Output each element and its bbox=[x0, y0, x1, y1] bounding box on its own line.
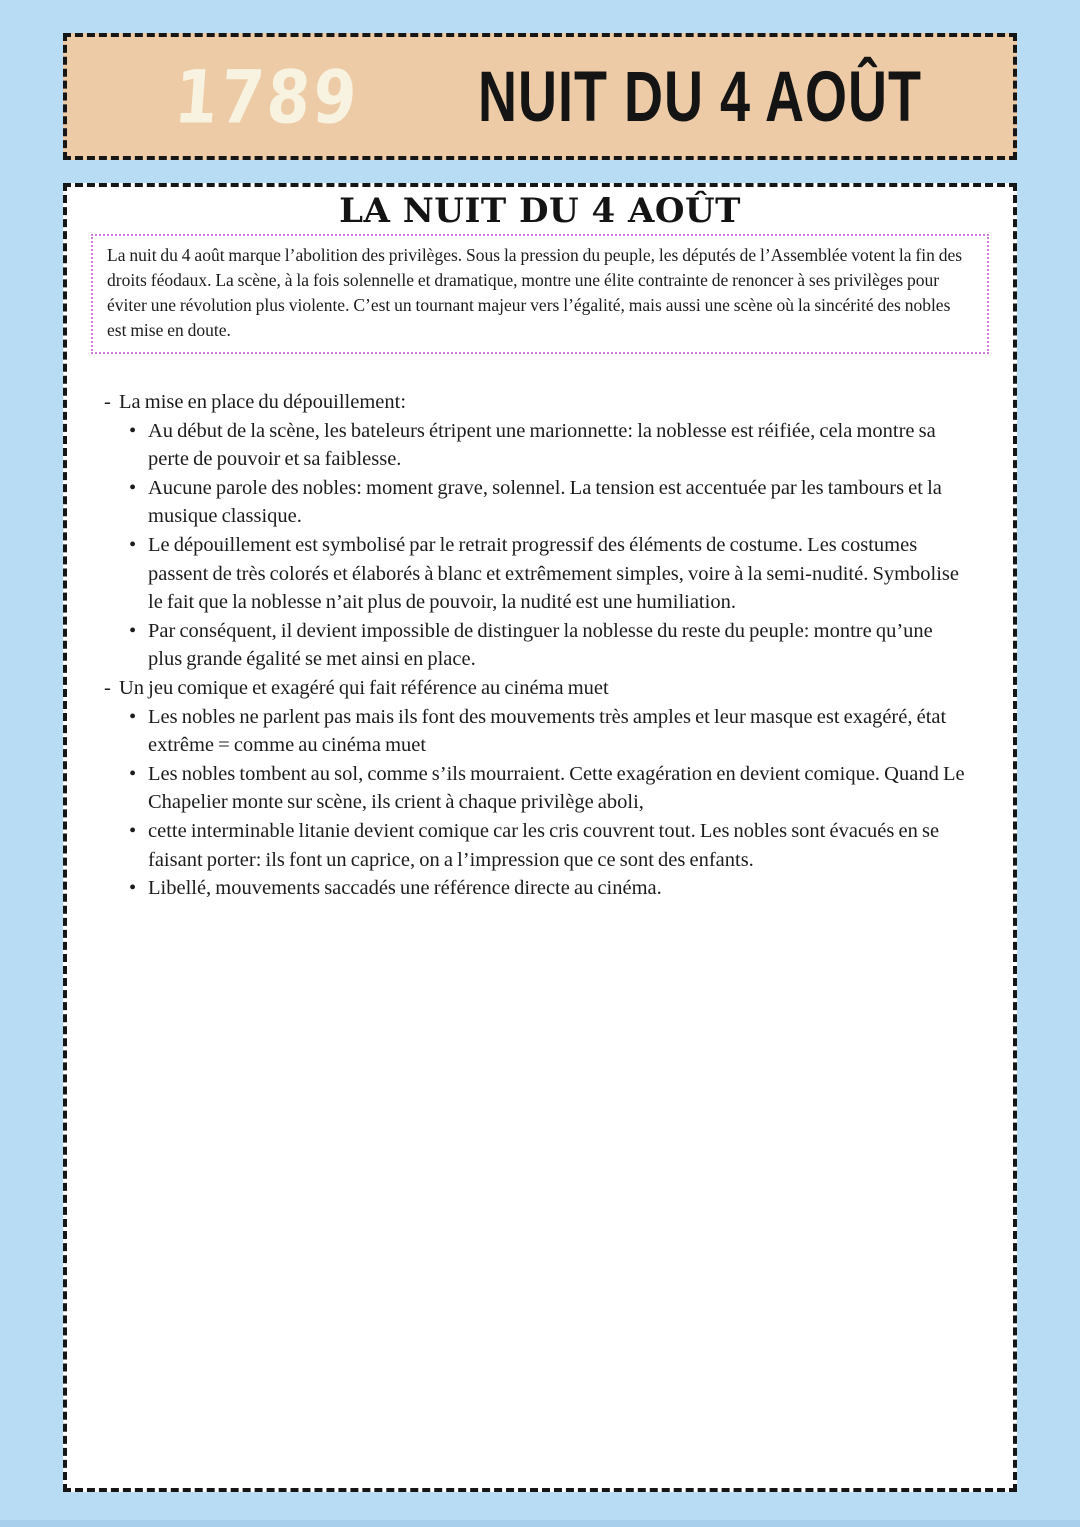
bullet-marker: • bbox=[129, 762, 137, 785]
section-title-text: Un jeu comique et exagéré qui fait référence au cinéma muet bbox=[119, 676, 609, 699]
list-item bbox=[129, 874, 967, 903]
notes-sheet bbox=[63, 183, 1017, 1492]
intro-text: La nuit du 4 août marque l’abolition des privilèges. Sous la pression du peuple, les députés de l’Assemblée votent la fin des droits féodaux. La scène, à la fois solennelle et dramatique, montre une élite contrainte de renoncer à ses privilèges pour éviter une révolution plus violente. C’est un tournant majeur vers l’égalité, mais aussi une scène où la sincérité des nobles est mise en doute. bbox=[107, 245, 963, 340]
list-item-text: Les nobles tombent au sol, comme s’ils mourraient. Cette exagération en devient comique. Quand Le Chapelier monte sur scène, ils crient à chaque privilège aboli, bbox=[148, 762, 965, 814]
list-item bbox=[129, 531, 967, 617]
list-item-text: Au début de la scène, les bateleurs étripent une marionnette: la noblesse est réifiée, cela montre sa perte de pouvoir et sa faiblesse. bbox=[148, 419, 936, 471]
bullet-marker: • bbox=[129, 619, 137, 642]
bullet-marker: • bbox=[129, 877, 137, 900]
list-item bbox=[129, 703, 967, 760]
header-banner bbox=[63, 33, 1017, 160]
list-item-text: Par conséquent, il devient impossible de distinguer la noblesse du reste du peuple: montre qu’une plus grande égalité se met ainsi en place. bbox=[148, 619, 933, 671]
section-heading bbox=[104, 674, 967, 703]
intro-box bbox=[91, 234, 989, 354]
list-item bbox=[129, 817, 967, 874]
bottom-shade-strip bbox=[0, 1520, 1080, 1527]
list-item-text: Aucune parole des nobles: moment grave, solennel. La tension est accentuée par les tambours et la musique classique. bbox=[148, 476, 942, 528]
year-label: 1789 bbox=[171, 53, 363, 140]
list-item bbox=[129, 760, 967, 817]
list-item bbox=[129, 474, 967, 531]
list-item bbox=[129, 617, 967, 674]
list-item-text: Libellé, mouvements saccadés une référence directe au cinéma. bbox=[148, 877, 662, 900]
list-item bbox=[129, 417, 967, 474]
bullet-marker: • bbox=[129, 819, 137, 842]
section-heading bbox=[104, 388, 967, 417]
list-item-text: Le dépouillement est symbolisé par le retrait progressif des éléments de costume. Les costumes passent de très colorés et élaborés à blanc et extrêmement simples, voire à la semi-nudité. Symbolise le fait que la noblesse n’ait plus de pouvoir, la nudité est une humiliation. bbox=[148, 533, 960, 614]
bullet-marker: • bbox=[129, 533, 137, 556]
section-title-text: La mise en place du dépouillement: bbox=[119, 391, 407, 413]
dash-marker: - bbox=[104, 391, 111, 413]
dash-marker: - bbox=[104, 676, 111, 699]
page-title: LA NUIT DU 4 AOÛT bbox=[339, 191, 741, 231]
list-item-text: cette interminable litanie devient comique car les cris couvrent tout. Les nobles sont évacués en se faisant porter: ils font un caprice, on a l’impression que ce sont des enfants. bbox=[148, 819, 940, 871]
notes-content bbox=[104, 388, 967, 903]
list-item-text: Les nobles ne parlent pas mais ils font des mouvements très amples et leur masque est exagéré, état extrême = comme au cinéma muet bbox=[148, 705, 947, 757]
bullet-marker: • bbox=[129, 705, 137, 728]
banner-title: NUIT DU 4 AOÛT bbox=[478, 56, 922, 137]
bullet-marker: • bbox=[129, 419, 137, 442]
bullet-marker: • bbox=[129, 476, 137, 499]
